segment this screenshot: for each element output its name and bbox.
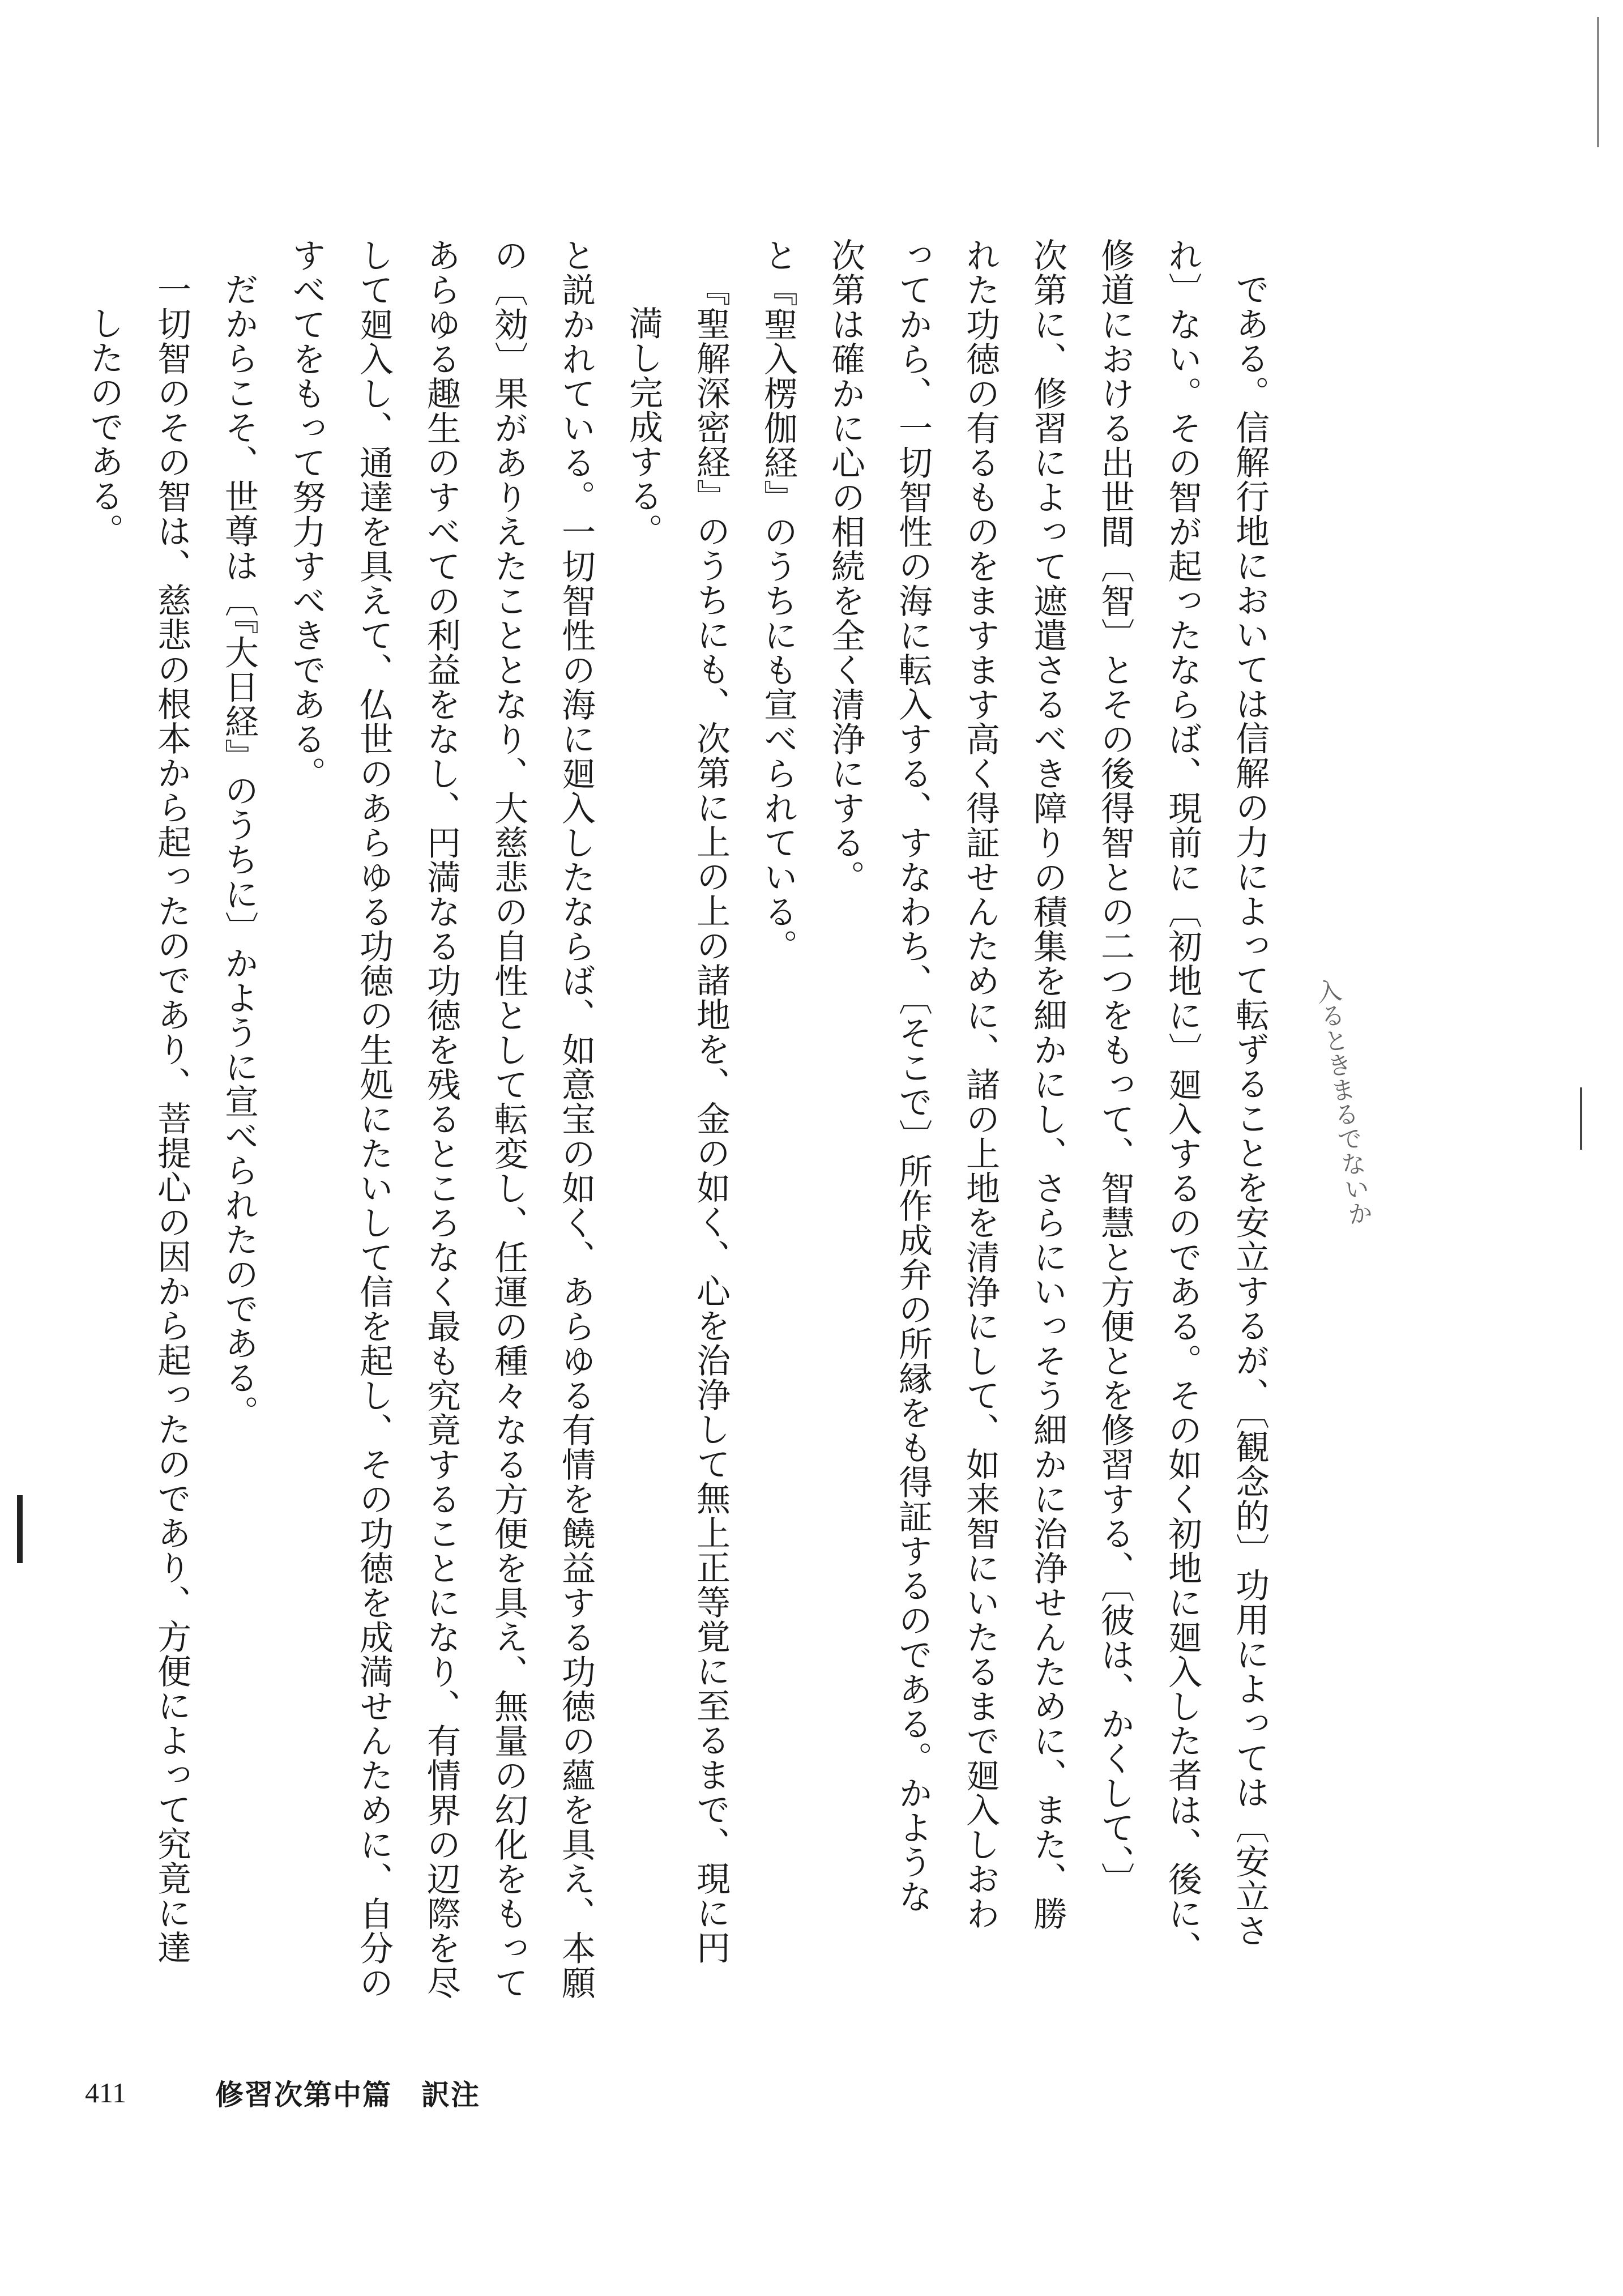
paragraph: あらゆる趣生のすべての利益をなし、円満なる功徳を残るところなく最も究竟することになり、有情界の辺際を尽 bbox=[421, 238, 461, 2000]
paragraph: れた功徳の有るものをますます高く得証せんために、諸の上地を清浄にして、如来智にいたるまで廻入しおわ bbox=[960, 238, 1000, 1931]
paragraph: 次第は確かに心の相続を全く清浄にする。 bbox=[826, 238, 865, 894]
paragraph: と説かれている。一切智性の海に廻入したならば、如意宝の如く、あらゆる有情を饒益する功徳の蘊を具え、本願 bbox=[556, 238, 596, 2000]
page-footer bbox=[85, 2067, 764, 2118]
paragraph: れ〕ない。その智が起ったならば、現前に〔初地に〕廻入するのである。その如く初地に廻入した者は、後に、 bbox=[1163, 238, 1202, 1965]
paragraph: 修道における出世間〔智〕とその後得智との二つをもって、智慧と方便とを修習する、〔彼は、かくして、〕 bbox=[1095, 238, 1135, 1897]
page-number: 411 bbox=[85, 2077, 127, 2109]
paragraph: の〔効〕果がありえたこととなり、大慈悲の自性として転変し、任運の種々なる方便を具え、無量の幻化をもって bbox=[489, 238, 528, 2000]
scan-edge-mark bbox=[1580, 1087, 1582, 1150]
paragraph: 『聖解深密経』のうちにも、次第に上の上の諸地を、金の如く、心を治浄して無上正等覚に至るまで、現に円 bbox=[691, 272, 731, 1965]
handwritten-note: 入るときまるでないか bbox=[1310, 976, 1374, 1228]
scan-edge-mark bbox=[17, 1495, 23, 1563]
paragraph: 一切智のその智は、慈悲の根本から起ったのであり、菩提心の因から起ったのであり、方便によって究竟に達 bbox=[152, 272, 191, 1965]
paragraph: したのである。 bbox=[84, 306, 124, 548]
body-text bbox=[0, 238, 1283, 2124]
running-title: 修習次第中篇 訳注 bbox=[215, 2079, 480, 2111]
paragraph: である。信解行地においては信解の力によって転ずることを安立するが、〔観念的〕功用によっては〔安立さ bbox=[1230, 272, 1270, 1948]
paragraph: だからこそ、世尊は〔『大日経』のうちに〕かように宣べられたのである。 bbox=[219, 272, 259, 1429]
paragraph: して廻入し、通達を具えて、仏世のあらゆる功徳の生処にたいして信を起し、その功徳を成満せんために、自分の bbox=[354, 238, 394, 2000]
paragraph: すべてをもって努力すべきである。 bbox=[287, 238, 326, 791]
paragraph: ってから、一切智性の海に転入する、すなわち、〔そこで〕所作成弁の所縁をも得証するのである。かような bbox=[893, 238, 933, 1914]
paragraph: と『聖入楞伽経』のうちにも宣べられている。 bbox=[758, 238, 798, 963]
scan-edge-mark bbox=[1597, 17, 1599, 147]
paragraph: 次第に、修習によって遮遣さるべき障りの積集を細かにし、さらにいっそう細かに治浄せんために、また、勝 bbox=[1028, 238, 1067, 1931]
paragraph: 満し完成する。 bbox=[623, 306, 663, 548]
